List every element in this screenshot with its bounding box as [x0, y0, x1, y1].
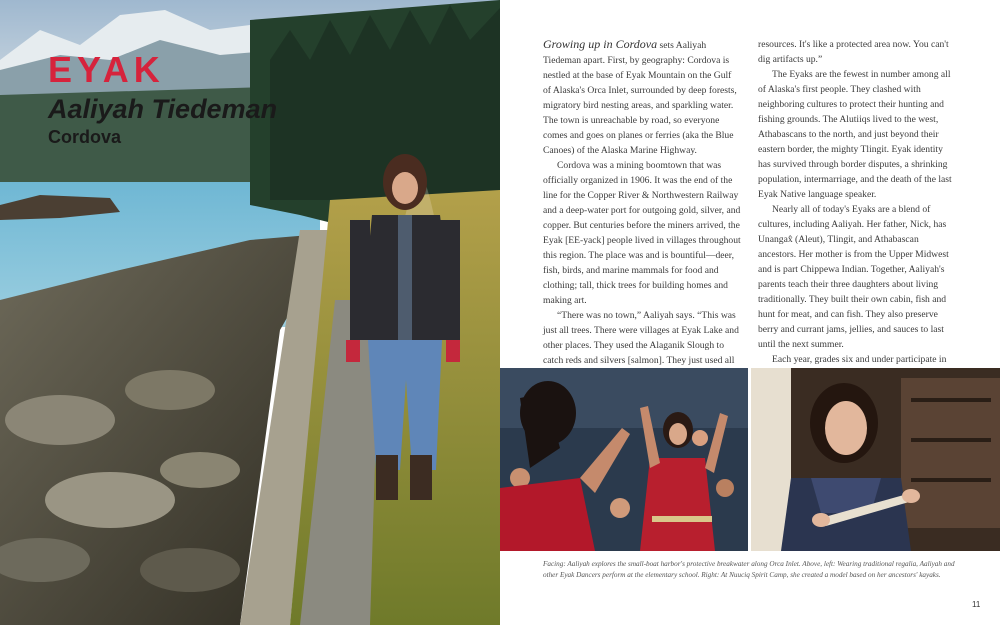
paragraph: resources. It's like a protected area now. You can't dig artifacts up.” — [758, 39, 949, 65]
paragraph: The Eyaks are the fewest in number among all of Alaska's first people. They clashed with neighboring cultures to protect their hunting and fishing grounds. The Alutiiqs lived to the west, Athabascans to the north, and just beyond their eastern border, the mighty Tlingit. Eyak identity has survived through border disputes, a shrinking population, intermarriage, and the death of the last Eyak Native language speaker. — [758, 69, 952, 200]
kayak-model-photo — [751, 368, 1000, 551]
paragraph: Each year, grades six and under participate in — [772, 354, 947, 365]
paragraph: “There was no town,” Aaliyah says. “This was just all trees. There were villages at Eyak Lake and other places. They used the Alaganik Slough to catch reds and silvers [salmon]. They just used all — [543, 310, 739, 366]
text-column-2 — [758, 37, 956, 382]
dancers-photo — [500, 368, 748, 551]
title-block — [48, 49, 278, 148]
tribe-name: EYAK — [48, 49, 165, 90]
place-name: Cordova — [48, 127, 122, 147]
paragraph: Nearly all of today's Eyaks are a blend of cultures, including Aaliyah. Her father, Nick, has Unangax̂ (Aleut), Tlingit, and Athabascan ancestors. Her mother is from the Upper Midwest and is part Chippewa Indian. Together, Aaliyah's parents teach their three daughters about living traditionally. They built their own cabin, fish and hunt for meat, and can fish. They also preserve berry and currant jams, jellies, and sauces to last until the next summer. — [758, 204, 949, 350]
dancers-photo-illustration — [500, 368, 748, 551]
photo-caption: Facing: Aaliyah explores the small-boat harbor's protective breakwater along Orca Inlet. Above, left: Wearing traditional regalia, Aaliyah and other Eyak Dancers perform at the elementary school. Right: At Nuuciq Spirit Camp, she created a model based on her ancestors' kayaks. — [543, 560, 955, 579]
lead-in: Growing up in Cordova — [543, 37, 658, 51]
page-number: 11 — [972, 600, 981, 609]
person-name: Aaliyah Tiedeman — [48, 94, 278, 124]
text-column-1 — [543, 37, 741, 383]
paragraph-text: sets Aaliyah Tiedeman apart. First, by geography: Cordova is nestled at the base of Eyak Mountain on the Gulf of Alaska's Orca Inlet, surrounded by deep forests, migratory bird nesting areas, and sparkling water. The town is unreachable by road, so everyone comes and goes on planes or ferries (aka the Blue Canoes) of the Alaska Marine Highway. — [543, 40, 737, 156]
paragraph — [543, 37, 741, 158]
paragraph: Cordova was a mining boomtown that was officially organized in 1906. It was the end of the line for the Copper River & Northwestern Railway and a deep-water port for outgoing gold, silver, and copper. But centuries before the miners arrived, the Eyak [EE-yack] people lived in villages throughout this region. The place was and is bountiful—deer, fish, birds, and marine mammals for food and clothing; tall, thick trees for building homes and making art. — [543, 160, 741, 306]
kayak-model-photo-illustration — [751, 368, 1000, 551]
